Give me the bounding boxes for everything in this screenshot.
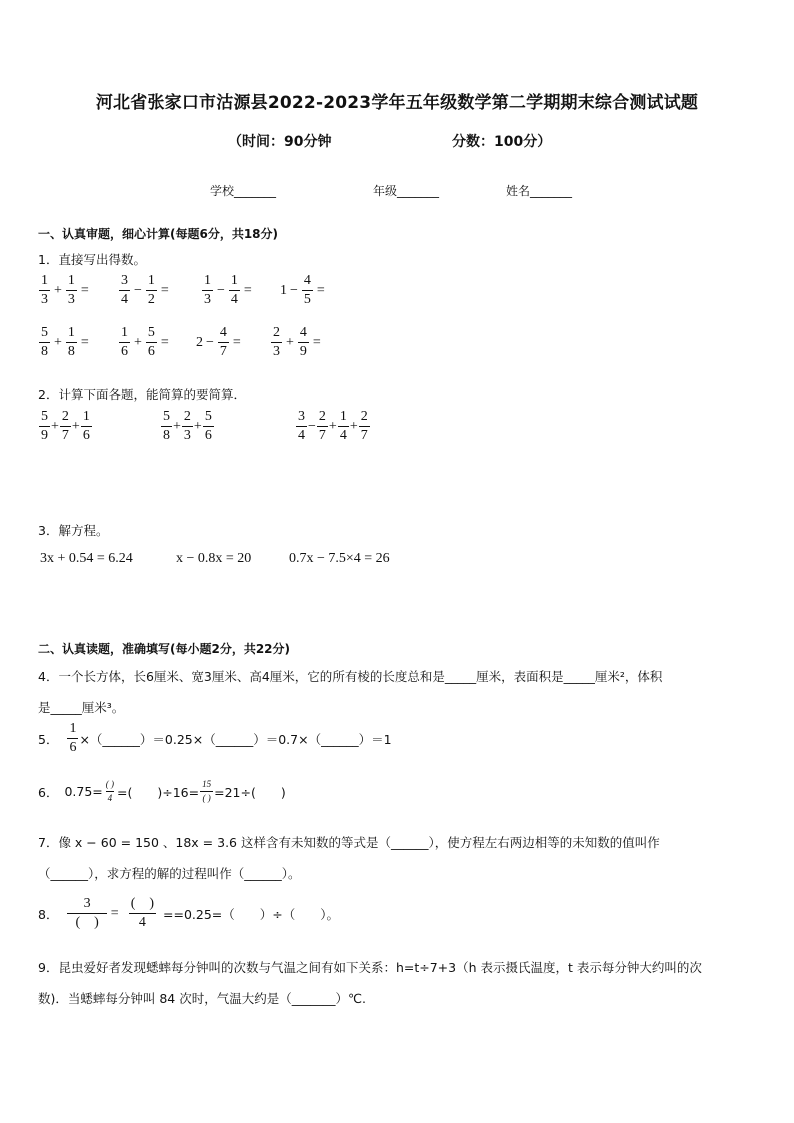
section-1-heading: 一、认真审题，细心计算(每题6分，共18分) — [38, 227, 279, 241]
q6-part-b: =( )÷16= — [117, 784, 200, 800]
grade-blank: _______ — [397, 184, 440, 198]
question-6: 6． 0.75= $\frac{( )}{4}$ =( )÷16= $\frac{15}{( )}$ =21÷( ) — [38, 779, 286, 803]
school-blank: _______ — [234, 184, 277, 198]
grade-field[interactable] — [373, 182, 439, 199]
school-label: 学校 — [210, 184, 235, 198]
name-field[interactable] — [506, 182, 572, 199]
q1-expr-5: $\frac{5}{8}$ + $\frac{1}{8}$ = — [41, 325, 89, 359]
q2-expr-2: $\frac{5}{8}$ + $\frac{2}{3}$ + $\frac{5}{6}$ — [163, 409, 212, 443]
q1-expr-3: $\frac{1}{3}$ − $\frac{1}{4}$ = — [204, 273, 252, 307]
section-2-heading: 二、认真读题，准确填写(每小题2分，共22分) — [38, 642, 291, 656]
q2-expr-3: $\frac{3}{4}$ − $\frac{2}{7}$ + $\frac{1}{4}$ + $\frac{2}{7}$ — [298, 409, 368, 443]
question-2: 2．计算下面各题，能简算的要简算． — [38, 387, 246, 402]
question-8-text: ==0.25=（ ）÷（ ）。 — [163, 906, 339, 922]
q1-expr-1: $\frac{1}{3}$ + $\frac{1}{3}$ = — [41, 273, 89, 307]
question-1: 1．直接写出得数。 — [38, 252, 146, 267]
grade-label: 年级 — [373, 184, 398, 198]
q6-part-a: 0.75= — [64, 784, 103, 799]
q1-expr-4: 1 − $\frac{4}{5}$ = — [280, 273, 325, 307]
question-8: 8． $\frac{3}{( )}$ = $\frac{( )}{4}$ ==0.25=（ ）÷（ ）。 — [38, 896, 339, 930]
question-5: 5． $\frac{1}{6}$ ×（______）＝0.25×（______）＝0.7×（______）＝1 — [38, 721, 392, 755]
q1-expr-8: $\frac{2}{3}$ + $\frac{4}{9}$ = — [273, 325, 321, 359]
page-title: 河北省张家口市沽源县2022-2023学年五年级数学第二学期期末综合测试试题 — [95, 93, 699, 113]
equation-1: 3x + 0.54 = 6.24 — [40, 551, 133, 566]
question-4-line-2: 是_____厘米³。 — [38, 700, 125, 715]
question-7-line-2: （______），求方程的解的过程叫作（______）。 — [38, 866, 301, 881]
q6-part-c: =21÷( ) — [214, 784, 286, 800]
question-7-line-1: 7．像 x − 60 = 150 、18x = 3.6 这样含有未知数的等式是（______），使方程左右两边相等的未知数的值叫作 — [38, 835, 660, 850]
question-5-text: ×（______）＝0.25×（______）＝0.7×（______）＝1 — [79, 731, 392, 747]
q1-expr-6: $\frac{1}{6}$ + $\frac{5}{6}$ = — [121, 325, 169, 359]
total-score: 分数：100分） — [452, 134, 552, 150]
q1-expr-7: 2 − $\frac{4}{7}$ = — [196, 325, 241, 359]
question-9-line-1: 9．昆虫爱好者发现蟋蟀每分钟叫的次数与气温之间有如下关系：h=t÷7+3（h 表示摄氏温度，t 表示每分钟大约叫的次 — [38, 960, 702, 975]
name-blank: _______ — [530, 184, 573, 198]
school-field[interactable] — [210, 182, 276, 199]
question-9-line-2: 数)．当蟋蟀每分钟叫 84 次时，气温大约是（_______）℃. — [38, 991, 366, 1006]
q2-expr-1: $\frac{5}{9}$ + $\frac{2}{7}$ + $\frac{1}{6}$ — [41, 409, 90, 443]
time-limit: （时间：90分钟 — [228, 134, 332, 150]
equation-3: 0.7x − 7.5×4 = 26 — [289, 551, 390, 566]
equation-2: x − 0.8x = 20 — [176, 551, 252, 566]
q1-expr-2: $\frac{3}{4}$ − $\frac{1}{2}$ = — [121, 273, 169, 307]
question-3: 3．解方程。 — [38, 523, 109, 538]
name-label: 姓名 — [506, 184, 531, 198]
question-4-line-1: 4．一个长方体，长6厘米、宽3厘米、高4厘米，它的所有棱的长度总和是_____厘米，表面积是_____厘米²，体积 — [38, 669, 663, 684]
